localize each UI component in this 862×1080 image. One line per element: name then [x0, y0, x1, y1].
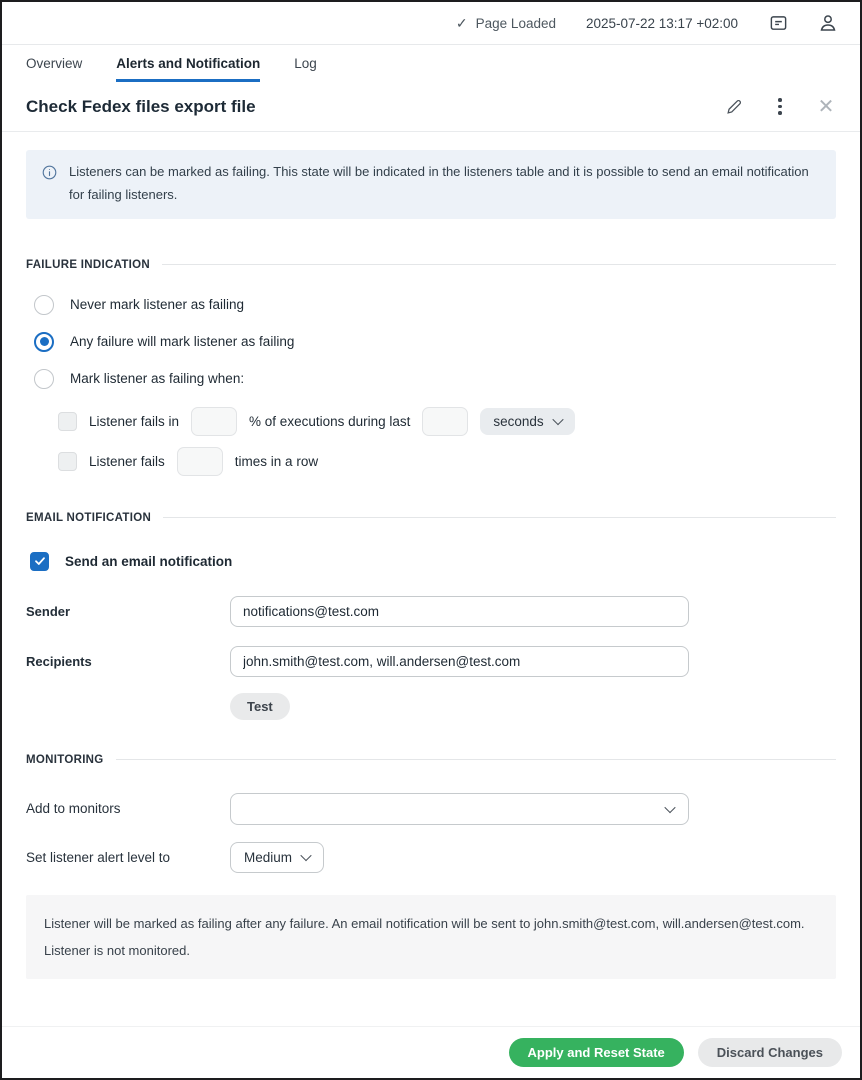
condition-row-percent: [58, 407, 836, 436]
page-status-label: Page Loaded: [475, 15, 556, 31]
close-icon[interactable]: ✕: [817, 95, 835, 118]
monitoring-section-header: [26, 754, 836, 766]
summary-line: Listener is not monitored.: [44, 942, 190, 958]
time-unit-select[interactable]: [480, 408, 574, 435]
listener-header: [2, 82, 860, 132]
chevron-down-icon: [552, 414, 563, 425]
alert-level-row: [26, 842, 836, 873]
footer-action-bar: [2, 1026, 860, 1078]
condition-text: times in a row: [234, 453, 319, 469]
summary-box: [26, 895, 836, 980]
radio-any-failure[interactable]: [34, 332, 54, 352]
add-to-monitors-row: [26, 793, 836, 825]
header-actions: [724, 97, 836, 117]
condition-text: Listener fails: [89, 453, 165, 469]
more-options-icon[interactable]: [770, 97, 790, 117]
add-to-monitors-select[interactable]: [230, 793, 689, 825]
check-icon: [34, 555, 46, 567]
alert-level-label: Set listener alert level to: [26, 849, 171, 865]
info-banner-text: Listeners can be marked as failing. This state will be indicated in the listeners table and it is possible to send an email notification for failing listeners.: [69, 164, 809, 202]
radio-never-failing[interactable]: [34, 295, 54, 315]
checkbox-fails-percent[interactable]: [58, 412, 77, 431]
email-notification-section-header: [26, 512, 836, 524]
sender-input[interactable]: [230, 596, 689, 627]
times-input[interactable]: [177, 447, 223, 476]
checkbox-fails-times[interactable]: [58, 452, 77, 471]
radio-row-failing-when: [34, 369, 836, 389]
recipients-label: Recipients: [26, 653, 92, 669]
page-title: Check Fedex files export file: [26, 96, 256, 116]
chevron-down-icon: [664, 801, 675, 812]
info-icon: [42, 165, 57, 207]
info-banner: [26, 150, 836, 219]
sender-row: [26, 596, 836, 627]
tab-bar: [2, 45, 860, 82]
sender-label: Sender: [26, 603, 71, 619]
radio-label: Any failure will mark listener as failing: [70, 334, 295, 349]
section-title: EMAIL NOTIFICATION: [26, 511, 152, 524]
discard-changes-button[interactable]: Discard Changes: [698, 1038, 842, 1067]
test-button[interactable]: Test: [230, 693, 290, 720]
send-email-row: [30, 552, 836, 571]
time-unit-value: seconds: [493, 413, 544, 429]
failure-indication-section-header: [26, 259, 836, 271]
add-to-monitors-label: Add to monitors: [26, 801, 121, 816]
condition-text: % of executions during last: [249, 413, 411, 429]
section-divider: [163, 517, 836, 518]
tab-log[interactable]: Log: [294, 56, 317, 71]
recipients-input[interactable]: [230, 646, 689, 677]
top-bar: [2, 2, 860, 45]
condition-row-times: [58, 447, 836, 476]
alert-level-value: Medium: [244, 849, 293, 865]
condition-text: Listener fails in: [89, 413, 180, 429]
send-email-label: Send an email notification: [65, 553, 233, 569]
user-icon[interactable]: [818, 13, 838, 33]
percent-input[interactable]: [191, 407, 237, 436]
radio-label: Mark listener as failing when:: [70, 371, 245, 386]
comments-icon[interactable]: [768, 13, 788, 33]
timestamp: 2025-07-22 13:17 +02:00: [585, 15, 738, 31]
edit-icon[interactable]: [724, 97, 744, 117]
radio-row-any-failure: [34, 332, 836, 352]
chevron-down-icon: [300, 850, 311, 861]
tab-alerts-and-notification[interactable]: Alerts and Notification: [116, 45, 260, 82]
check-icon: ✓: [455, 14, 468, 31]
tab-overview[interactable]: Overview: [26, 56, 83, 71]
alert-level-select[interactable]: [230, 842, 324, 873]
section-divider: [162, 264, 836, 265]
summary-line: Listener will be marked as failing after any failure. An email notification will be sent to john.smith@test.com, will.andersen@test.com.: [44, 915, 805, 931]
duration-input[interactable]: [422, 407, 468, 436]
radio-failing-when[interactable]: [34, 369, 54, 389]
settings-content: [2, 150, 860, 979]
apply-and-reset-state-button[interactable]: Apply and Reset State: [509, 1038, 684, 1067]
recipients-row: [26, 646, 836, 677]
section-title: MONITORING: [26, 753, 104, 766]
section-title: FAILURE INDICATION: [26, 258, 151, 271]
page-status: [456, 15, 556, 32]
checkbox-send-email[interactable]: [30, 552, 49, 571]
radio-row-never-failing: [34, 295, 836, 315]
section-divider: [116, 759, 836, 760]
radio-label: Never mark listener as failing: [70, 297, 245, 312]
